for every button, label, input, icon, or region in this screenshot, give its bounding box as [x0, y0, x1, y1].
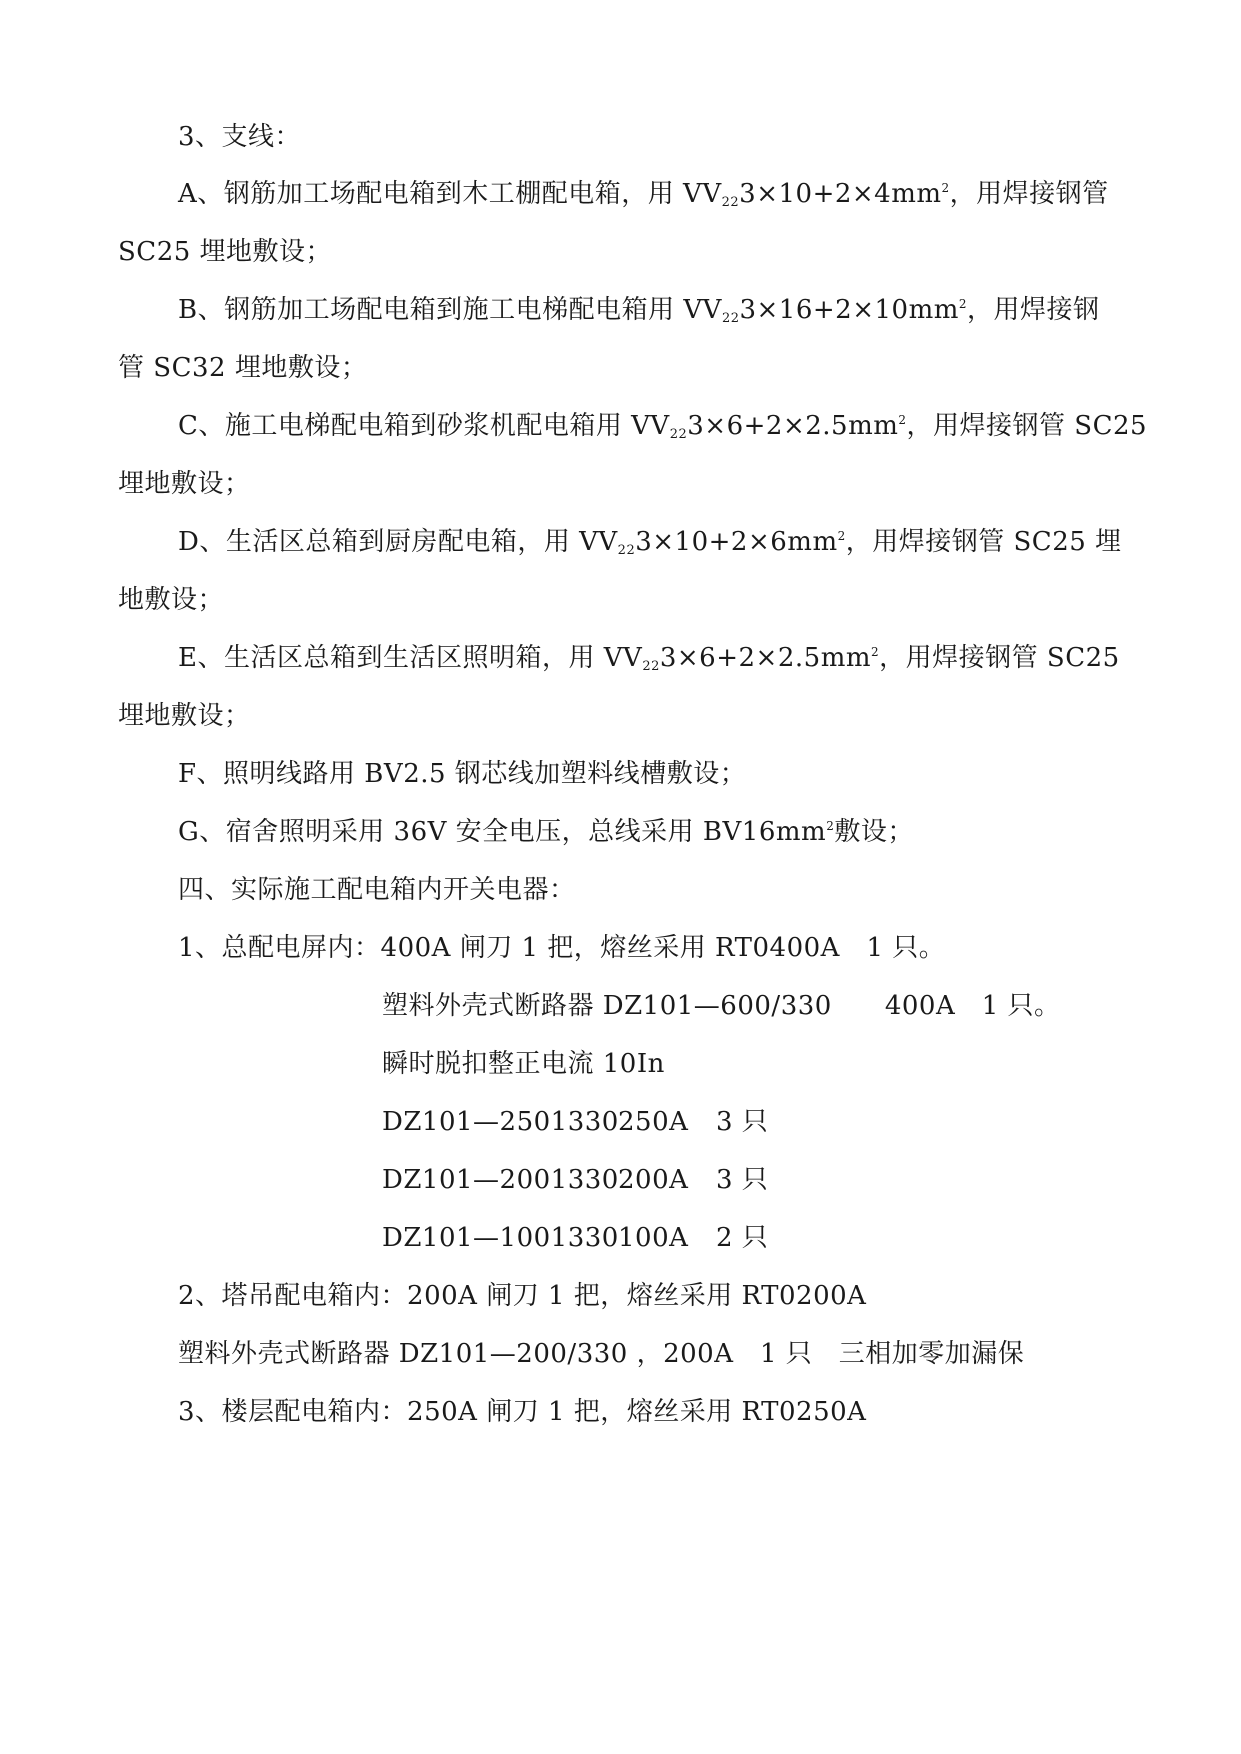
text: C、施工电梯配电箱到砂浆机配电箱用 VV — [178, 411, 670, 441]
text: 3×6+2×2.5mm — [659, 643, 871, 673]
breaker-rating: 100A — [618, 1223, 689, 1253]
superscript: 2 — [871, 645, 880, 659]
item-3-floor-box: 3、楼层配电箱内：250A 闸刀 1 把，熔丝采用 RT0250A — [178, 1397, 867, 1427]
paragraph-g — [178, 815, 914, 849]
paragraph-b-line-2: 管 SC32 埋地敷设； — [118, 353, 368, 383]
text: G、宿舍照明采用 36V 安全电压，总线采用 BV16mm — [178, 817, 827, 847]
item-2-tower-crane-box: 2、塔吊配电箱内：200A 闸刀 1 把，熔丝采用 RT0200A — [178, 1281, 867, 1311]
text: ，用焊接钢管 SC25 — [879, 643, 1120, 673]
paragraph-b-line-1 — [178, 293, 1100, 327]
subscript: 22 — [721, 311, 740, 326]
text: ，用焊接钢管 SC25 — [906, 411, 1148, 441]
superscript: 2 — [958, 297, 968, 311]
section-heading-switchgear: 四、实际施工配电箱内开关电器： — [178, 875, 576, 905]
superscript: 2 — [941, 181, 950, 195]
item-1-breaker: 塑料外壳式断路器 DZ101—600/330 400A 1 只。 — [382, 991, 1061, 1021]
paragraph-e-line-2: 埋地敷设； — [118, 701, 251, 731]
text: E、生活区总箱到生活区照明箱，用 VV — [178, 643, 643, 673]
text: ，用焊接钢 — [967, 295, 1100, 325]
breaker-quantity: 2 只 — [716, 1223, 769, 1253]
text: 3×10+2×6mm — [635, 527, 838, 557]
paragraph-f: F、照明线路用 BV2.5 钢芯线加塑料线槽敷设； — [178, 759, 747, 789]
text: 3×16+2×10mm — [739, 295, 959, 325]
text: ，用焊接钢管 — [949, 179, 1109, 209]
text: B、钢筋加工场配电箱到施工电梯配电箱用 VV — [178, 295, 722, 325]
breaker-rating: 200A — [618, 1165, 689, 1195]
subscript: 22 — [669, 427, 688, 442]
paragraph-c-line-2: 埋地敷设； — [118, 469, 251, 499]
breaker-row — [382, 1163, 768, 1197]
text: D、生活区总箱到厨房配电箱，用 VV — [178, 527, 618, 557]
item-1-trip-current: 瞬时脱扣整正电流 10In — [382, 1049, 665, 1079]
subscript: 22 — [642, 659, 660, 674]
paragraph-e-line-1 — [178, 641, 1120, 675]
paragraph-d-line-1 — [178, 525, 1122, 559]
breaker-row — [382, 1221, 768, 1255]
subscript: 22 — [721, 195, 740, 210]
paragraph-a-line-1 — [178, 177, 1109, 211]
text: A、钢筋加工场配电箱到木工棚配电箱，用 VV — [178, 179, 722, 209]
breaker-model: DZ101—2501330 — [382, 1107, 619, 1137]
text: ，用焊接钢管 SC25 埋 — [845, 527, 1122, 557]
breaker-row — [382, 1105, 768, 1139]
text: 敷设； — [834, 817, 914, 847]
breaker-quantity: 3 只 — [716, 1107, 769, 1137]
section-heading-branch-lines: 3、支线： — [178, 122, 302, 152]
superscript: 2 — [837, 529, 846, 543]
item-1-main-panel: 1、总配电屏内：400A 闸刀 1 把，熔丝采用 RT0400A 1 只。 — [178, 933, 946, 963]
paragraph-a-line-2: SC25 埋地敷设； — [118, 237, 333, 267]
text: 3×6+2×2.5mm — [687, 411, 899, 441]
superscript: 2 — [898, 413, 907, 427]
breaker-model: DZ101—1001330 — [382, 1223, 619, 1253]
paragraph-c-line-1 — [178, 409, 1147, 443]
breaker-model: DZ101—2001330 — [382, 1165, 619, 1195]
subscript: 22 — [617, 543, 636, 558]
item-2-breaker: 塑料外壳式断路器 DZ101—200/330 ，200A 1 只 三相加零加漏保 — [178, 1339, 1025, 1369]
paragraph-d-line-2: 地敷设； — [118, 585, 225, 615]
superscript: 2 — [826, 819, 835, 833]
breaker-quantity: 3 只 — [716, 1165, 769, 1195]
text: 3×10+2×4mm — [739, 179, 942, 209]
breaker-rating: 250A — [618, 1107, 689, 1137]
